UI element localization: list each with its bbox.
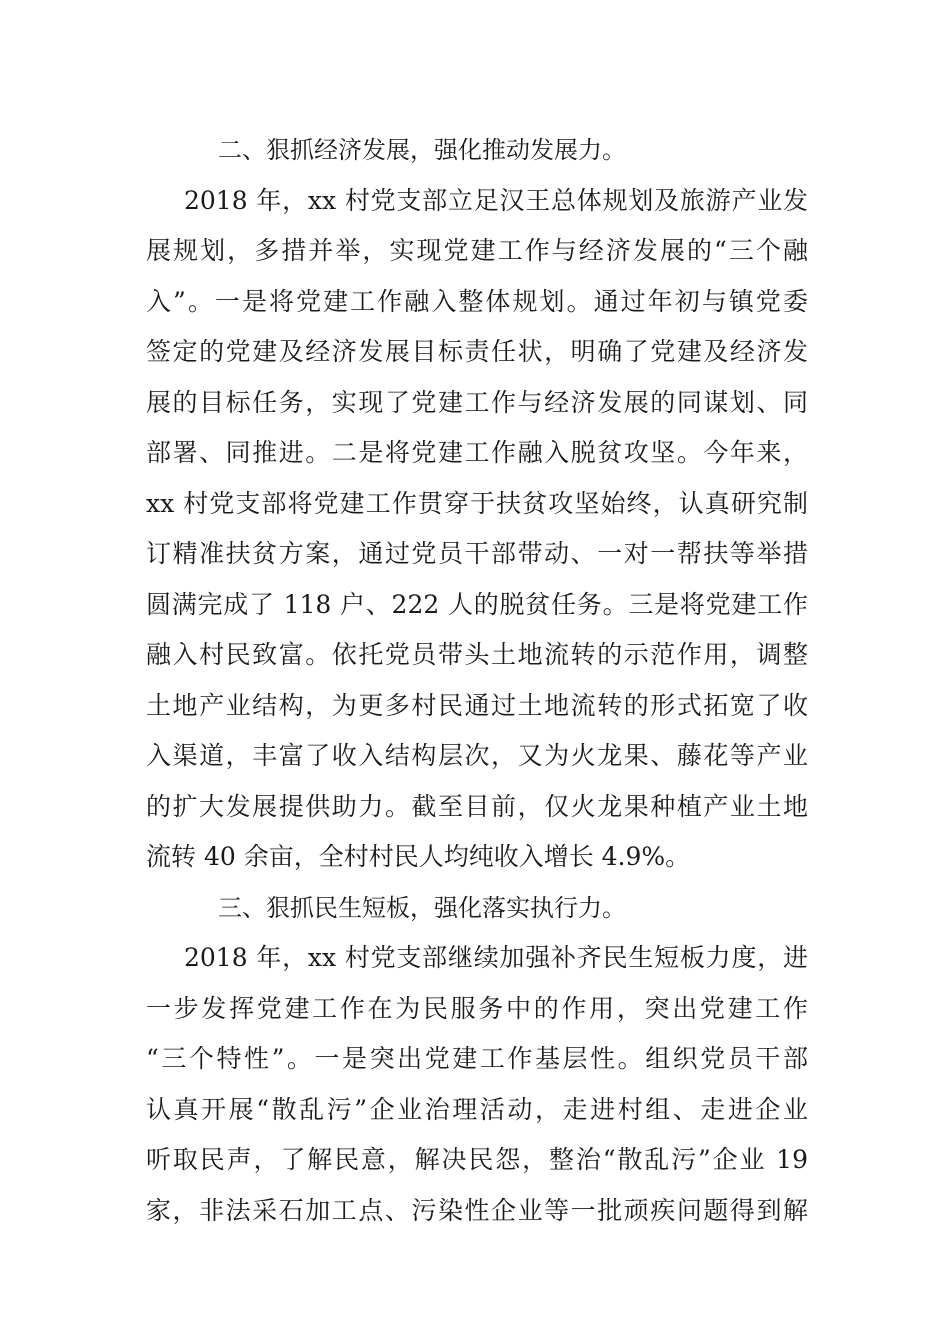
paragraph-line: 认真开展“散乱污”企业治理活动，走进村组、走进企业	[146, 1094, 808, 1124]
paragraph-line: xx 村党支部将党建工作贯穿于扶贫攻坚始终，认真研究制	[146, 488, 808, 518]
paragraph-line: 一步发挥党建工作在为民服务中的作用，突出党建工作	[146, 993, 808, 1023]
paragraph-line: 订精准扶贫方案，通过党员干部带动、一对一帮扶等举措	[146, 539, 808, 568]
section-heading	[146, 883, 808, 934]
document-body	[146, 125, 808, 1236]
paragraph-line: 融入村民致富。依托党员带头土地流转的示范作用，调整	[146, 640, 808, 669]
paragraph	[146, 933, 808, 1236]
paragraph-line: 2018 年，xx 村党支部立足汉王总体规划及旅游产业发	[184, 185, 808, 215]
paragraph-line: 展规划，多措并举，实现党建工作与经济发展的“三个融	[146, 236, 808, 265]
paragraph-line: 展的目标任务，实现了党建工作与经济发展的同谋划、同	[146, 387, 808, 417]
paragraph-line: 家，非法采石加工点、污染性企业等一批顽疾问题得到解	[146, 1195, 808, 1225]
paragraph-line: 入渠道，丰富了收入结构层次，又为火龙果、藤花等产业	[146, 741, 808, 770]
paragraph-line: 土地产业结构，为更多村民通过土地流转的形式拓宽了收	[146, 690, 808, 720]
paragraph-line: 听取民声，了解民意，解决民怨，整治“散乱污”企业 19	[146, 1145, 808, 1174]
heading-text: 三、狠抓民生短板，强化落实执行力。	[218, 893, 626, 922]
paragraph-line: 部署、同推进。二是将党建工作融入脱贫攻坚。今年来，	[146, 438, 808, 467]
paragraph-line: “三个特性”。一是突出党建工作基层性。组织党员干部	[146, 1044, 808, 1073]
paragraph-line: 签定的党建及经济发展目标责任状，明确了党建及经济发	[146, 337, 808, 366]
paragraph	[146, 176, 808, 883]
paragraph-line: 圆满完成了 118 户、222 人的脱贫任务。三是将党建工作	[146, 589, 808, 619]
paragraph-line: 流转 40 余亩，全村村民人均纯收入增长 4.9%。	[146, 842, 691, 871]
paragraph-line: 入”。一是将党建工作融入整体规划。通过年初与镇党委	[146, 286, 808, 316]
paragraph-line: 2018 年，xx 村党支部继续加强补齐民生短板力度，进	[184, 943, 808, 972]
heading-text: 二、狠抓经济发展，强化推动发展力。	[218, 136, 626, 164]
paragraph-line: 的扩大发展提供助力。截至目前，仅火龙果种植产业土地	[146, 791, 808, 821]
section-heading	[146, 125, 808, 176]
